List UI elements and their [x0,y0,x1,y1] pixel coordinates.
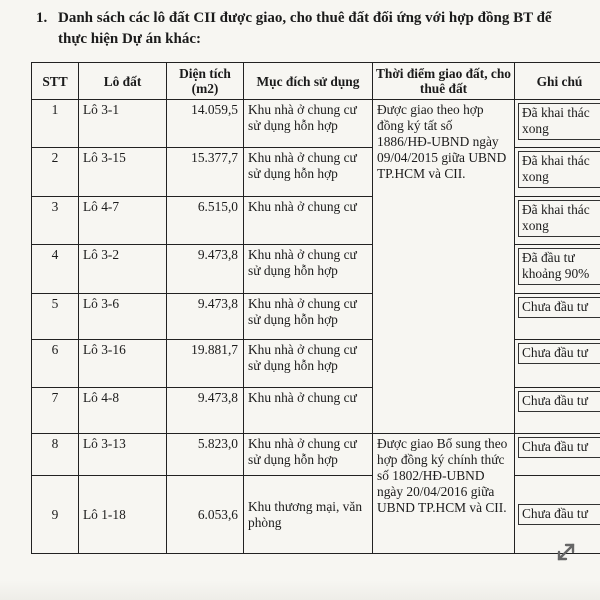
cell-note [515,148,600,197]
table-row [32,476,600,554]
table-row [32,197,600,245]
cell-area: 5.823,0 [167,434,244,476]
note-box: Chưa đầu tư [518,343,600,364]
scan-edge [0,580,600,600]
cell-note [515,434,600,476]
cell-stt: 6 [32,340,79,388]
header-note: Ghi chú [515,63,600,100]
cell-time-group-1: Được giao theo hợp đồng ký tất số 1886/HĐ-UBND ngày 09/04/2015 giữa UBND TP.HCM và CII. [373,100,515,434]
cell-stt: 2 [32,148,79,197]
cell-note [515,294,600,340]
note-box: Chưa đầu tư [518,297,600,318]
heading-line-2: thực hiện Dự án khác: [58,31,202,47]
cell-stt: 5 [32,294,79,340]
cell-purpose: Khu thương mại, văn phòng [244,476,373,554]
cell-note [515,340,600,388]
cell-time-group-2: Được giao Bổ sung theo hợp đồng ký chính thức số 1802/HĐ-UBND ngày 20/04/2016 giữa UBND TP.HCM và CII. [373,434,515,554]
cell-stt: 9 [32,476,79,554]
cell-purpose: Khu nhà ở chung cư [244,197,373,245]
header-purpose: Mục đích sử dụng [244,63,373,100]
cell-lot: Lô 3-1 [79,100,167,148]
table-row [32,294,600,340]
heading-line-1: Danh sách các lô đất CII được giao, cho thuê đất đối ứng với hợp đồng BT để [58,10,552,26]
cell-lot: Lô 3-15 [79,148,167,197]
header-area: Diện tích (m2) [167,63,244,100]
cell-note [515,197,600,245]
cell-area: 14.059,5 [167,100,244,148]
table-row [32,434,600,476]
cell-area: 19.881,7 [167,340,244,388]
table-row [32,245,600,294]
note-box: Chưa đầu tư [518,437,600,458]
cell-purpose: Khu nhà ở chung cư sử dụng hỗn hợp [244,148,373,197]
header-time: Thời điểm giao đất, cho thuê đất [373,63,515,100]
cell-area: 9.473,8 [167,294,244,340]
section-heading [36,8,576,50]
cell-lot: Lô 4-7 [79,197,167,245]
cell-stt: 8 [32,434,79,476]
cell-lot: Lô 3-6 [79,294,167,340]
note-box: Đã đầu tư khoảng 90% [518,248,600,285]
cell-area: 6.053,6 [167,476,244,554]
note-box: Đã khai thác xong [518,103,600,140]
cell-stt: 4 [32,245,79,294]
cell-lot: Lô 4-8 [79,388,167,434]
cell-lot: Lô 3-16 [79,340,167,388]
cell-area: 15.377,7 [167,148,244,197]
note-box: Đã khai thác xong [518,200,600,237]
cell-purpose: Khu nhà ở chung cư sử dụng hỗn hợp [244,340,373,388]
header-stt: STT [32,63,79,100]
cell-stt: 7 [32,388,79,434]
table-row [32,100,600,148]
cell-purpose: Khu nhà ở chung cư sử dụng hỗn hợp [244,434,373,476]
cell-area: 6.515,0 [167,197,244,245]
cell-lot: Lô 3-2 [79,245,167,294]
table-row [32,148,600,197]
note-box: Chưa đầu tư [518,391,600,412]
cell-lot: Lô 1-18 [79,476,167,554]
land-lots-table [31,62,600,554]
note-box: Đã khai thác xong [518,151,600,188]
table-row [32,388,600,434]
cell-purpose: Khu nhà ở chung cư sử dụng hỗn hợp [244,100,373,148]
cell-note [515,388,600,434]
cell-note [515,245,600,294]
cell-note [515,100,600,148]
note-box: Chưa đầu tư [518,504,600,525]
cell-purpose: Khu nhà ở chung cư sử dụng hỗn hợp [244,294,373,340]
header-lot: Lô đất [79,63,167,100]
section-number: 1. [36,10,48,26]
table-row [32,340,600,388]
cell-stt: 3 [32,197,79,245]
cell-area: 9.473,8 [167,245,244,294]
cell-area: 9.473,8 [167,388,244,434]
cell-stt: 1 [32,100,79,148]
cell-purpose: Khu nhà ở chung cư sử dụng hỗn hợp [244,245,373,294]
cell-lot: Lô 3-13 [79,434,167,476]
cell-purpose: Khu nhà ở chung cư [244,388,373,434]
expand-arrows-icon[interactable] [555,541,577,563]
